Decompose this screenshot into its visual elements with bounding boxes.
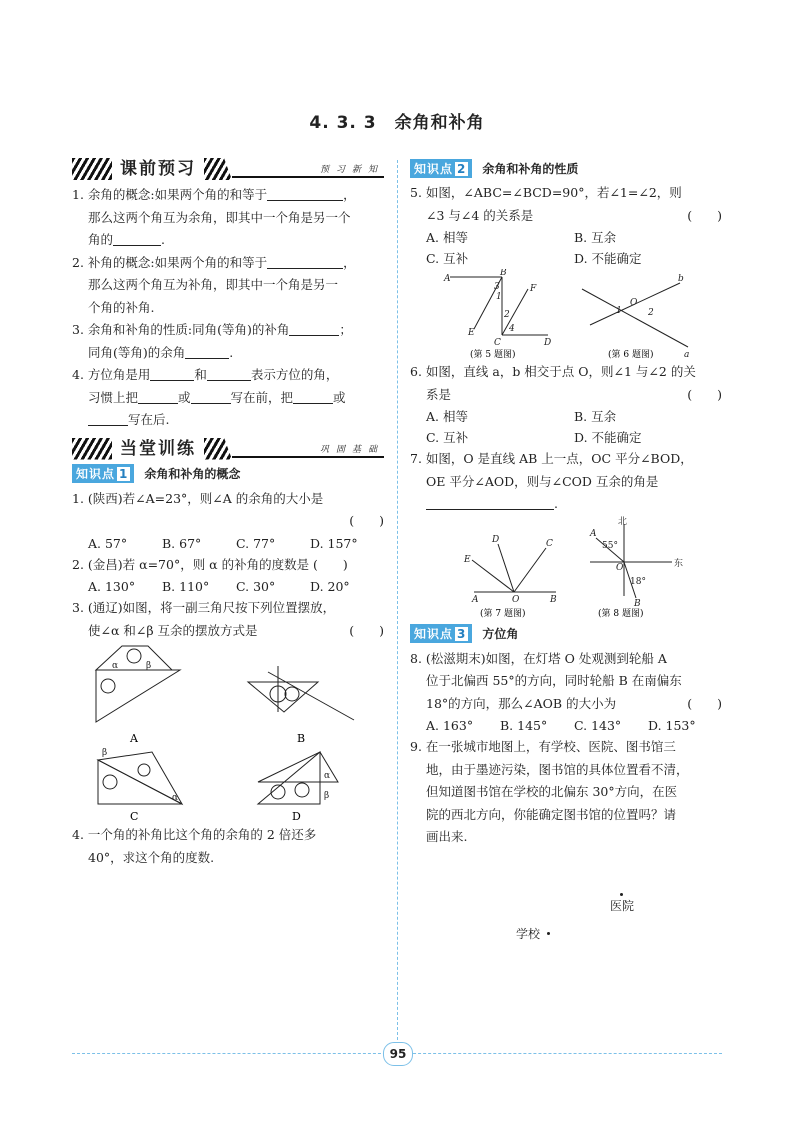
svg-text:2: 2 <box>648 308 654 318</box>
answer-blank[interactable] <box>267 186 343 201</box>
svg-text:O: O <box>616 562 624 573</box>
options-l2 <box>72 576 384 597</box>
option[interactable]: B. 110° <box>162 579 210 594</box>
svg-text:α: α <box>324 771 331 781</box>
answer-blank[interactable] <box>113 231 161 246</box>
knowledge-point-2: 知识点 2 余角和补角的性质 <box>410 158 722 178</box>
section-label: 当堂训练 <box>112 438 204 460</box>
option[interactable]: A. 163° <box>426 718 474 733</box>
page-number: 95 <box>383 1042 413 1066</box>
svg-text:a: a <box>684 350 690 360</box>
answer-blank[interactable] <box>289 321 339 336</box>
option[interactable]: D. 不能确定 <box>574 251 642 266</box>
question-l4: 4. 一个角的补角比这个角的余角的 2 倍还多 40°，求这个角的度数. <box>72 827 317 865</box>
right-column <box>410 158 722 959</box>
knowledge-point-1: 知识点 1 余角和补角的概念 <box>72 464 384 484</box>
answer-blank[interactable] <box>150 366 194 381</box>
question-8: 8. (松滋期末)如图，在灯塔 O 处观测到轮船 A 位于北偏西 55°的方向，同时轮船 B 在南偏东 18°的方向，那么∠AOB 的大小为 ( ) <box>410 650 722 711</box>
svg-text:2: 2 <box>504 310 510 320</box>
svg-text:O: O <box>512 594 520 605</box>
option[interactable]: A. 57° <box>88 535 128 551</box>
svg-text:B: B <box>634 598 641 609</box>
option[interactable]: B. 145° <box>500 718 548 733</box>
option[interactable]: C. 143° <box>574 718 622 733</box>
answer-blank[interactable] <box>88 411 128 426</box>
option[interactable]: C. 77° <box>236 535 276 551</box>
left-column <box>72 158 384 869</box>
question-4: 4. 方位角是用 和 表示方位的角， 习惯上把 或 写在前，把 或 写在后. <box>72 367 346 427</box>
svg-text:C: C <box>546 538 553 549</box>
knowledge-point-3: 知识点 3 方位角 <box>410 624 722 644</box>
question-7: 7. 如图，O 是直线 AB 上一点，OC 平分∠BOD， OE 平分∠AOD，则与∠COD 互余的角是 . <box>410 451 693 511</box>
question-l1: 1. (陕西)若∠A=23°，则∠A 的余角的大小是 ( ) <box>72 490 384 528</box>
svg-text:D: D <box>544 338 552 348</box>
svg-text:(第 7 题图): (第 7 题图) <box>480 608 526 619</box>
answer-blank[interactable] <box>185 344 229 359</box>
svg-text:α: α <box>172 793 179 803</box>
page-title: 4. 3. 3 余角和补角 <box>309 113 485 133</box>
option[interactable]: A. 相等 <box>426 409 468 424</box>
figures-5-6 <box>410 269 722 361</box>
svg-text:C: C <box>130 810 139 823</box>
section-sub: 预习新知 <box>319 165 384 175</box>
question-3: 3. 余角和补角的性质:同角(等角)的补角 ； 同角(等角)的余角 . <box>72 322 352 360</box>
triangle-diagram <box>72 642 384 824</box>
section-sub: 巩固基础 <box>319 444 384 455</box>
svg-text:B: B <box>550 594 557 605</box>
section-header-preview <box>72 158 384 180</box>
school-dot <box>547 932 550 935</box>
svg-text:E: E <box>464 554 471 565</box>
svg-text:D: D <box>292 810 301 823</box>
svg-text:A: A <box>472 594 479 605</box>
svg-text:东: 东 <box>674 558 684 569</box>
options-8 <box>410 715 722 736</box>
question-1: 1. 余角的概念:如果两个角的和等于 ， 那么这两个角互为余角，即其中一个角是另一个 角的 . <box>72 187 356 247</box>
answer-blank[interactable] <box>207 366 251 381</box>
svg-text:A: A <box>130 732 138 745</box>
hospital-dot <box>620 893 623 896</box>
svg-text:A: A <box>444 274 451 284</box>
section-label: 课前预习 <box>112 158 204 180</box>
options-l1 <box>72 533 384 554</box>
svg-text:55°: 55° <box>602 540 618 551</box>
svg-text:β: β <box>102 748 108 758</box>
option[interactable]: C. 互补 <box>426 251 469 266</box>
option[interactable]: B. 互余 <box>574 230 617 245</box>
option[interactable]: A. 相等 <box>426 230 468 245</box>
svg-text:北: 北 <box>618 516 628 527</box>
svg-text:E: E <box>468 328 475 338</box>
option[interactable]: D. 不能确定 <box>574 430 642 445</box>
svg-text:D: D <box>492 534 500 545</box>
map-area <box>410 849 722 959</box>
option[interactable]: A. 130° <box>88 579 136 594</box>
option[interactable]: C. 互补 <box>426 430 469 445</box>
geometry-diagram-5-6 <box>410 269 722 361</box>
question-5: 5. 如图，∠ABC=∠BCD=90°，若∠1=∠2，则 ∠3 与∠4 的关系是 ( ) <box>410 185 722 223</box>
question-2: 2. 补角的概念:如果两个角的和等于 ， 那么这两个角互为补角，即其中一个角是另一 个角的补角. <box>72 254 356 315</box>
option[interactable]: D. 153° <box>648 718 696 733</box>
svg-text:F: F <box>530 284 537 294</box>
svg-text:18°: 18° <box>630 576 646 587</box>
option[interactable]: B. 67° <box>162 535 202 551</box>
section-header-training <box>72 438 384 460</box>
svg-text:1: 1 <box>616 306 622 316</box>
options-5 <box>410 227 722 269</box>
question-l3: 3. (通辽)如图，将一副三角尺按下列位置摆放， 使∠α 和∠β 互余的摆放方式是 ( ) <box>72 600 384 638</box>
figures-7-8 <box>410 516 722 620</box>
question-9: 9. 在一张城市地图上，有学校、医院、图书馆三 地，由于墨迹污染，图书馆的具体位置看不清， 但知道图书馆在学校的北偏东 30°方向，在医 院的西北方向，你能确定图书馆的位置吗？请 画出来. <box>410 739 689 844</box>
svg-text:b: b <box>678 274 684 284</box>
option[interactable]: B. 互余 <box>574 409 617 424</box>
svg-text:A: A <box>590 528 597 539</box>
svg-text:(第 5 题图): (第 5 题图) <box>470 350 516 360</box>
answer-blank[interactable] <box>426 495 554 510</box>
svg-text:(第 6 题图): (第 6 题图) <box>608 350 654 360</box>
svg-text:4: 4 <box>509 324 515 334</box>
answer-blank[interactable] <box>138 389 178 404</box>
option[interactable]: C. 30° <box>236 579 276 594</box>
school-label: 学校 <box>516 926 541 941</box>
column-divider <box>397 160 398 1040</box>
svg-text:B: B <box>297 732 306 745</box>
question-6: 6. 如图，直线 a，b 相交于点 O，则∠1 与∠2 的关 系是 ( ) <box>410 364 722 402</box>
option[interactable]: D. 157° <box>310 535 358 551</box>
svg-text:β: β <box>324 791 330 801</box>
answer-blank[interactable] <box>267 254 343 269</box>
svg-text:C: C <box>494 338 501 348</box>
answer-blank[interactable] <box>191 389 231 404</box>
hospital-label: 医院 <box>610 898 635 913</box>
svg-text:O: O <box>630 298 638 308</box>
svg-text:3: 3 <box>494 282 500 292</box>
options-6 <box>410 406 722 448</box>
svg-text:β: β <box>146 661 152 671</box>
triangle-figures <box>72 642 384 824</box>
option[interactable]: D. 20° <box>310 579 350 594</box>
svg-text:α: α <box>112 661 119 671</box>
svg-text:(第 8 题图): (第 8 题图) <box>598 608 644 619</box>
geometry-diagram-7-8 <box>410 516 722 620</box>
svg-text:1: 1 <box>496 292 502 302</box>
svg-text:B: B <box>500 269 507 278</box>
question-l2: 2. (金昌)若 α=70°，则 α 的补角的度数是 ( ) <box>72 556 348 572</box>
answer-blank[interactable] <box>293 389 333 404</box>
